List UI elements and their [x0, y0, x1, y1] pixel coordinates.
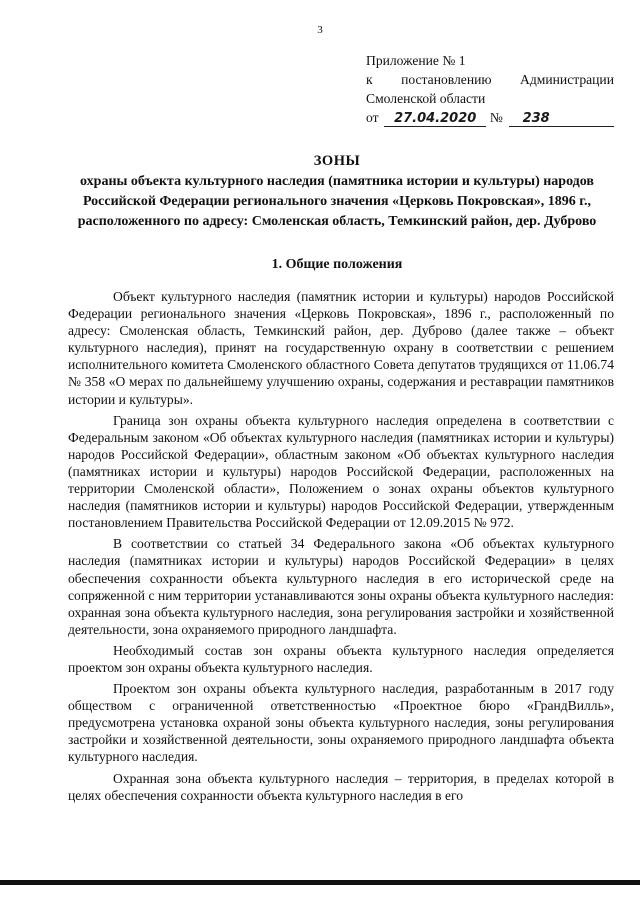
handwritten-date: 27.04.2020	[384, 111, 486, 127]
date-prefix: от	[366, 110, 379, 125]
paragraph: Охранная зона объекта культурного наследия – территория, в пределах которой в целях обеспечения сохранности объекта культурного наследия в его	[68, 770, 614, 803]
title-subtitle: охраны объекта культурного наследия (памятника истории и культуры) народов Российской Федерации регионального значения «Церковь Покровская», 1896 г., расположенного по адресу: Смоленская область, Темкинский район, дер. Дуброво	[77, 174, 597, 229]
appendix-decree-word: постановлению	[401, 72, 492, 87]
section-heading: 1. Общие положения	[271, 257, 403, 272]
paragraph: Необходимый состав зон охраны объекта культурного наследия определяется проектом зон охраны объекта культурного наследия.	[68, 642, 614, 675]
page-number: 3	[317, 24, 323, 36]
paragraph: Проектом зон охраны объекта культурного наследия, разработанным в 2017 году обществом с ограниченной ответственностью «Проектное бюро «ГрандВилль», предусмотрена установка охраной зоны объекта культурного наследия, зоны регулирования застройки и хозяйственной деятельности, зоны охраняемого природного ландшафта объекта культурного наследия.	[68, 681, 614, 765]
appendix-decree-line	[366, 70, 614, 89]
paragraph: Граница зон охраны объекта культурного наследия определена в соответствии с Федеральным законом «Об объектах культурного наследия (памятниках истории и культуры) народов Российской Федерации», областным законом «Об объектах культурного наследия (памятниках истории и культуры) народов Российской Федерации, расположенных на территории Смоленской области», Положением о зонах охраны объектов культурного наследия (памятников истории и культуры) народов Российской Федерации, утвержденным постановлением Правительства Российской Федерации от 12.09.2015 № 972.	[68, 412, 614, 531]
appendix-region: Смоленской области	[366, 91, 486, 106]
scan-bottom-edge	[0, 880, 640, 885]
appendix-preposition: к	[366, 72, 373, 87]
paragraph: В соответствии со статьей 34 Федерального закона «Об объектах культурного наследия (памятниках истории и культуры) народов Российской Федерации» в целях обеспечения сохранности объекта культурного наследия в его исторической среде на сопряженной с ним территории устанавливаются зоны охраны объекта культурного наследия: охранная зона объекта культурного наследия, зона регулирования застройки и хозяйственной деятельности, зона охраняемого природного ландшафта.	[68, 536, 614, 637]
handwritten-number: 238	[509, 111, 614, 127]
document-title	[60, 151, 614, 232]
document-body	[68, 288, 614, 808]
appendix-administration: Администрации	[520, 72, 614, 87]
appendix-block	[366, 51, 614, 127]
appendix-date-number-row	[366, 108, 614, 127]
number-prefix: №	[489, 110, 503, 125]
title-main: ЗОНЫ	[313, 153, 361, 169]
paragraph: Объект культурного наследия (памятник истории и культуры) народов Российской Федерации регионального значения «Церковь Покровская», 1896 г., расположенный по адресу: Смоленская область, Темкинский район, дер. Дуброво (далее также – объект культурного наследия), принят на государственную охрану в соответствии с решением исполнительного комитета Смоленского областного Совета депутатов трудящихся от 11.06.74 № 358 «О мерах по дальнейшему улучшению охраны, содержания и реставрации памятников истории и культуры».	[68, 289, 614, 407]
appendix-title: Приложение № 1	[366, 53, 466, 68]
